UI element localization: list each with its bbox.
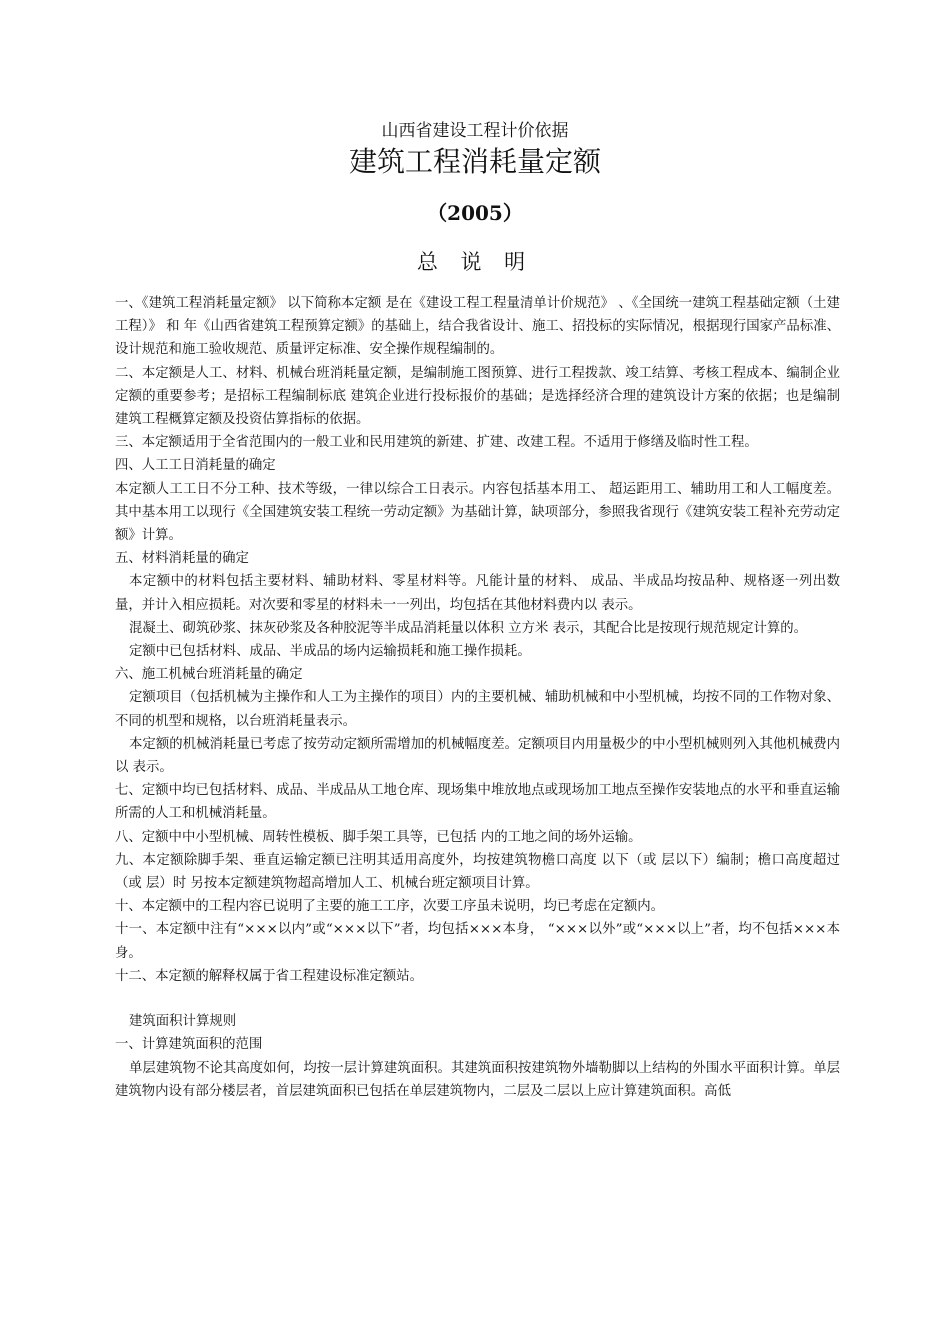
section-gap: [115, 988, 840, 1010]
paragraph-2: 二、本定额是人工、材料、机械台班消耗量定额，是编制施工图预算、进行工程拨款、竣工结算、考核工程成本、编制企业定额的重要参考；是招标工程编制标底 建筑企业进行投标报价的基础；是选择经济合理的建筑设计方案的依据；也是编制建筑工程概算定额及投资估算指标的依据。: [115, 365, 840, 428]
area-rules-subheading: 一、计算建筑面积的范围: [115, 1037, 263, 1053]
document-year: （2005）: [427, 201, 523, 225]
paragraph-9: 九、本定额除脚手架、垂直运输定额已注明其适用高度外，均按建筑物檐口高度 以下（或 层以下）编制；檐口高度超过 （或 层）时 另按本定额建筑物超高增加人工、机械台班定额项目计算。: [115, 852, 840, 892]
paragraph-6-heading: 六、施工机械台班消耗量的确定: [115, 667, 303, 683]
document-title: 建筑工程消耗量定额: [348, 145, 601, 178]
document-body: [115, 292, 840, 1103]
paragraph-4-heading: 四、人工工日消耗量的确定: [115, 458, 276, 474]
paragraph-1: 一、《建筑工程消耗量定额》 以下简称本定额 是在《建设工程工程量清单计价规范》 、《全国统一建筑工程基础定额（土建工程）》 和 年《山西省建筑工程预算定额》的基础上，结合我省设计、施工、招投标的实际情况，根据现行国家产品标准、设计规范和施工验收规范、质量评定标准、安全操作规程编制的。: [115, 296, 840, 358]
paragraph-5-body-c: 定额中已包括材料、成品、半成品的场内运输损耗和施工操作损耗。: [129, 644, 531, 660]
paragraph-5-heading: 五、材料消耗量的确定: [115, 551, 249, 567]
paragraph-4-body: 本定额人工工日不分工种、技术等级，一律以综合工日表示。内容包括基本用工、 超运距用工、辅助用工和人工幅度差。其中基本用工以现行《全国建筑安装工程统一劳动定额》为基础计算，缺项部分，参照我省现行《建筑安装工程补充劳动定额》计算。: [115, 481, 840, 544]
paragraph-5-body-b: 混凝土、砌筑砂浆、抹灰砂浆及各种胶泥等半成品消耗量以体积 立方米 表示，其配合比是按现行规范规定计算的。: [129, 620, 808, 636]
paragraph-11: 十一、本定额中注有“×××以内”或“×××以下”者，均包括×××本身， “×××以外”或“×××以上”者，均不包括×××本身。: [115, 922, 840, 961]
paragraph-5-body-a: 本定额中的材料包括主要材料、辅助材料、零星材料等。凡能计量的材料、 成品、半成品均按品种、规格逐一列出数量，并计入相应损耗。对次要和零星的材料未一一列出，均包括在其他材料费内以 表示。: [115, 574, 840, 613]
paragraph-10: 十、本定额中的工程内容已说明了主要的施工工序，次要工序虽未说明，均已考虑在定额内。: [115, 899, 665, 915]
area-rules-heading: 建筑面积计算规则: [129, 1014, 237, 1030]
paragraph-7: 七、定额中均已包括材料、成品、半成品从工地仓库、现场集中堆放地点或现场加工地点至操作安装地点的水平和垂直运输所需的人工和机械消耗量。: [115, 783, 840, 822]
area-rules-body: 单层建筑物不论其高度如何，均按一层计算建筑面积。其建筑面积按建筑物外墙勒脚以上结构的外围水平面积计算。单层建筑物内设有部分楼层者，首层建筑面积已包括在单层建筑物内，二层及二层以上应计算建筑面积。高低: [115, 1060, 840, 1099]
paragraph-12: 十二、本定额的解释权属于省工程建设标准定额站。: [115, 968, 423, 984]
document-supertitle: 山西省建设工程计价依据: [381, 121, 569, 141]
paragraph-6-body-a: 定额项目（包括机械为主操作和人工为主操作的项目）内的主要机械、辅助机械和中小型机械，均按不同的工作物对象、不同的机型和规格，以台班消耗量表示。: [115, 690, 840, 729]
paragraph-3: 三、本定额适用于全省范围内的一般工业和民用建筑的新建、扩建、改建工程。不适用于修缮及临时性工程。: [115, 435, 758, 451]
paragraph-6-body-b: 本定额的机械消耗量已考虑了按劳动定额所需增加的机械幅度差。定额项目内用量极少的中小型机械则列入其他机械费内以 表示。: [115, 736, 840, 776]
section-heading: 总 说 明: [416, 250, 534, 274]
paragraph-8: 八、定额中中小型机械、周转性模板、脚手架工具等，已包括 内的工地之间的场外运输。: [115, 829, 642, 845]
